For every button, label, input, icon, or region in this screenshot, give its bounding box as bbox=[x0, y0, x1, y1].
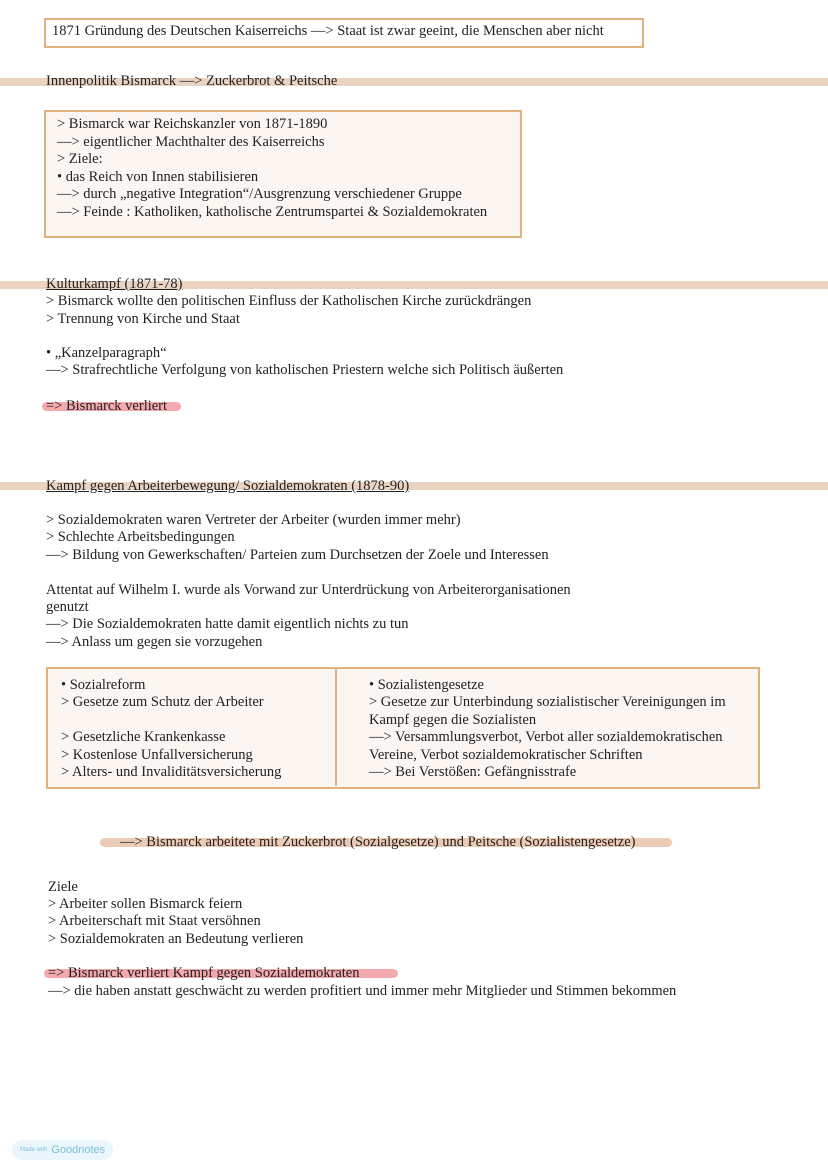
text-line: • das Reich von Innen stabilisieren bbox=[57, 168, 259, 185]
text-line: —> Versammlungsverbot, Verbot aller sozialdemokratischen bbox=[369, 729, 723, 746]
text-line: Attentat auf Wilhelm I. wurde als Vorwand zur Unterdrückung von Arbeiterorganisationen bbox=[46, 582, 571, 598]
badge-brand: Goodnotes bbox=[51, 1144, 106, 1156]
text-line: —> durch „negative Integration“/Ausgrenzung verschiedener Gruppe bbox=[57, 186, 462, 202]
final-result: => Bismarck verliert Kampf gegen Sozialdemokraten bbox=[48, 965, 360, 981]
text-line: Ziele bbox=[48, 879, 78, 895]
text-line: —> Die Sozialdemokraten hatte damit eigentlich nichts zu tun bbox=[46, 616, 409, 632]
kulturkampf-heading: Kulturkampf (1871-78) bbox=[46, 276, 183, 292]
text-line: > Bismarck wollte den politischen Einfluss der Katholischen Kirche zurückdrängen bbox=[46, 293, 532, 309]
badge-small-text: Made with bbox=[20, 1147, 48, 1153]
text-line: • Sozialistengesetze bbox=[369, 677, 484, 693]
text-line: > Sozialdemokraten an Bedeutung verlieren bbox=[48, 931, 304, 947]
text-line: —> eigentlicher Machthalter des Kaiserreichs bbox=[57, 133, 325, 150]
innenpolitik-heading: Innenpolitik Bismarck —> Zuckerbrot & Peitsche bbox=[46, 73, 338, 89]
text-line: > Schlechte Arbeitsbedingungen bbox=[46, 529, 235, 545]
text-line: > Trennung von Kirche und Staat bbox=[46, 311, 240, 327]
text-line: > Gesetzliche Krankenkasse bbox=[61, 729, 226, 746]
text-line: —> Bei Verstößen: Gefängnisstrafe bbox=[369, 764, 577, 780]
text-line: > Arbeiter sollen Bismarck feiern bbox=[48, 896, 243, 912]
text-line: genutzt bbox=[46, 599, 89, 615]
text-line: Kampf gegen die Sozialisten bbox=[369, 711, 537, 728]
final-result-detail: —> die haben anstatt geschwächt zu werden profitiert und immer mehr Mitglieder und Stimmen bekommen bbox=[48, 983, 677, 999]
goodnotes-badge bbox=[12, 1140, 113, 1160]
text-line: > Arbeiterschaft mit Staat versöhnen bbox=[48, 913, 261, 929]
text-line: > Gesetze zur Unterbindung sozialistischer Vereinigungen im bbox=[369, 694, 726, 711]
arbeiter-heading: Kampf gegen Arbeiterbewegung/ Sozialdemokraten (1878-90) bbox=[46, 478, 410, 494]
text-line: > Bismarck war Reichskanzler von 1871-1890 bbox=[57, 116, 328, 132]
kulturkampf-result: => Bismarck verliert bbox=[46, 398, 168, 414]
text-line: > Alters- und Invaliditätsversicherung bbox=[61, 764, 282, 780]
text-line: Vereine, Verbot sozialdemokratischer Schriften bbox=[369, 746, 643, 763]
text-line: —> Bildung von Gewerkschaften/ Parteien zum Durchsetzen der Zoele und Interessen bbox=[46, 547, 549, 563]
text-line: > Gesetze zum Schutz der Arbeiter bbox=[61, 694, 264, 711]
intro-text: 1871 Gründung des Deutschen Kaiserreichs —> Staat ist zwar geeint, die Menschen aber nicht bbox=[52, 23, 604, 39]
text-line: —> Strafrechtliche Verfolgung von katholischen Priestern welche sich Politisch äußerten bbox=[46, 362, 564, 378]
text-line: > Ziele: bbox=[57, 151, 103, 167]
text-line: —> Anlass um gegen sie vorzugehen bbox=[46, 634, 263, 650]
text-line: > Sozialdemokraten waren Vertreter der Arbeiter (wurden immer mehr) bbox=[46, 512, 461, 528]
text-line: • „Kanzelparagraph“ bbox=[46, 345, 167, 361]
summary-line: —> Bismarck arbeitete mit Zuckerbrot (Sozialgesetze) und Peitsche (Sozialistengesetze) bbox=[120, 834, 636, 850]
text-line: • Sozialreform bbox=[61, 677, 146, 693]
text-line: > Kostenlose Unfallversicherung bbox=[61, 746, 253, 763]
text-line: —> Feinde : Katholiken, katholische Zentrumspartei & Sozialdemokraten bbox=[57, 203, 488, 220]
table-divider bbox=[335, 668, 337, 786]
